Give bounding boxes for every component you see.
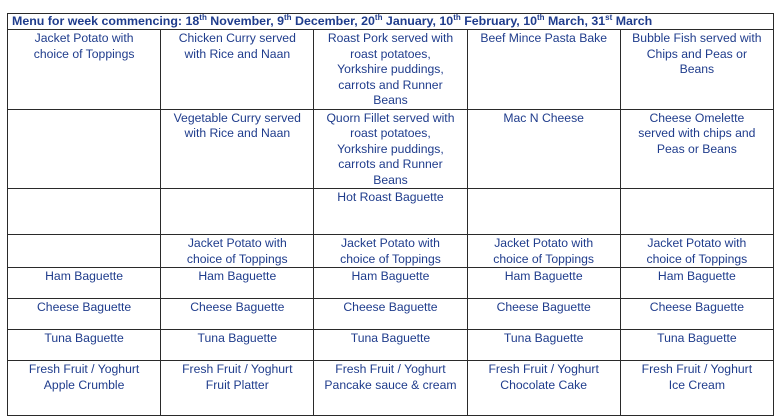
menu-item-text: Yorkshire puddings, — [337, 141, 444, 156]
menu-cell — [620, 361, 773, 416]
menu-row-hot-baguette — [8, 189, 774, 235]
menu-row-cheese-baguette — [8, 299, 774, 330]
menu-page — [7, 13, 774, 416]
menu-cell — [620, 30, 773, 110]
menu-item-text: Tuna Baguette — [44, 331, 124, 345]
menu-item-text: Beef Mince Pasta Bake — [480, 31, 607, 45]
menu-cell — [314, 235, 467, 268]
menu-item-text: Ham Baguette — [198, 269, 277, 283]
header-sup-1: th — [199, 13, 207, 22]
menu-item-text: Cheese Baguette — [496, 300, 591, 314]
menu-item-text: Roast Pork served with — [327, 31, 454, 45]
menu-cell — [8, 330, 161, 361]
header-sup-5: th — [536, 13, 545, 22]
menu-cell — [8, 268, 161, 299]
menu-cell — [314, 299, 467, 330]
header-text-1: November, 9 — [206, 14, 284, 28]
menu-item-text: Beans — [679, 62, 715, 76]
header-text-5: March, 31 — [544, 14, 606, 28]
menu-item-text: Tuna Baguette — [197, 331, 278, 345]
menu-cell — [161, 189, 314, 235]
menu-item-text: choice of Toppings — [646, 251, 748, 266]
menu-item-text: Jacket Potato with — [341, 236, 440, 250]
menu-item-text: Cheese Baguette — [37, 300, 132, 314]
menu-item-text: Fresh Fruit / Yoghurt — [28, 362, 140, 376]
menu-cell — [161, 30, 314, 110]
menu-cell — [314, 268, 467, 299]
menu-cell — [467, 330, 620, 361]
menu-item-text: Tuna Baguette — [503, 331, 584, 345]
menu-table — [7, 13, 774, 416]
menu-item-text: Chicken Curry served — [178, 31, 296, 45]
menu-item-text: Cheese Baguette — [649, 300, 744, 314]
menu-cell — [314, 189, 467, 235]
menu-item-text: Fresh Fruit / Yoghurt — [641, 362, 753, 376]
header-sup-6: st — [605, 13, 613, 22]
header-prefix: Menu for week commencing: 18 — [12, 14, 200, 28]
menu-item-text: Jacket Potato with — [647, 236, 747, 250]
menu-cell — [8, 235, 161, 268]
menu-cell — [161, 299, 314, 330]
menu-item-text: Ham Baguette — [657, 269, 736, 283]
menu-item-text: served with chips and — [638, 126, 756, 140]
menu-cell — [620, 268, 773, 299]
menu-cell — [314, 109, 467, 189]
menu-cell — [8, 189, 161, 235]
menu-header-row — [8, 14, 774, 30]
menu-cell — [8, 109, 161, 189]
header-text-3: January, 10 — [382, 14, 454, 28]
menu-item-text: Jacket Potato with — [494, 236, 594, 250]
menu-cell — [314, 30, 467, 110]
menu-header-title — [8, 14, 774, 30]
menu-item-text: roast potatoes, — [350, 46, 431, 61]
menu-cell — [620, 235, 773, 268]
menu-item-text: with Rice and Naan — [184, 46, 291, 61]
menu-item-text: Cheese Baguette — [343, 300, 438, 314]
menu-item-text: Fresh Fruit / Yoghurt — [182, 362, 293, 376]
menu-item-text: Ham Baguette — [351, 269, 430, 283]
menu-item-text: Yorkshire puddings, — [337, 62, 444, 76]
menu-item-text: choice of Toppings — [340, 251, 441, 266]
menu-item-text: carrots and Runner — [338, 77, 443, 92]
menu-cell — [161, 268, 314, 299]
menu-item-text: Jacket Potato with — [187, 236, 287, 250]
header-sup-3: th — [374, 13, 383, 22]
menu-item-text: choice of Toppings — [33, 46, 135, 61]
menu-row-tuna-baguette — [8, 330, 774, 361]
menu-item-text: Quorn Fillet served with — [326, 110, 455, 125]
menu-item-text: choice of Toppings — [493, 251, 595, 266]
menu-cell — [467, 30, 620, 110]
menu-item-text: Hot Roast Baguette — [337, 190, 444, 204]
header-text-2: December, 20 — [291, 14, 375, 28]
menu-row-main-course — [8, 30, 774, 110]
menu-row-dessert — [8, 361, 774, 416]
menu-item-text: Mac N Cheese — [503, 110, 584, 125]
menu-item-text: Peas or Beans — [656, 141, 737, 156]
menu-cell — [620, 299, 773, 330]
menu-cell — [161, 330, 314, 361]
menu-item-text: Chips and Peas or — [646, 46, 748, 61]
menu-item-text: Pancake sauce & cream — [324, 377, 457, 392]
menu-cell — [467, 361, 620, 416]
menu-cell — [8, 30, 161, 110]
menu-cell — [620, 330, 773, 361]
menu-item-text: Chocolate Cake — [500, 377, 588, 392]
menu-item-text: Apple Crumble — [43, 377, 125, 392]
menu-cell — [620, 189, 773, 235]
menu-item-text: Fruit Platter — [205, 377, 269, 392]
menu-cell — [161, 361, 314, 416]
header-sup-2: th — [284, 13, 292, 22]
menu-item-text: Cheese Omelette — [649, 110, 745, 125]
menu-item-text: Fresh Fruit / Yoghurt — [488, 362, 599, 376]
menu-cell — [467, 235, 620, 268]
menu-item-text: choice of Toppings — [186, 251, 288, 266]
menu-item-text: Ham Baguette — [45, 269, 124, 283]
menu-cell — [314, 361, 467, 416]
menu-cell — [8, 361, 161, 416]
menu-cell — [161, 235, 314, 268]
menu-item-text: Tuna Baguette — [657, 331, 737, 345]
menu-item-text: roast potatoes, — [350, 126, 431, 140]
menu-item-text: Cheese Baguette — [190, 300, 285, 314]
menu-item-text: Jacket Potato with — [34, 31, 134, 45]
menu-row-vegetarian-option — [8, 109, 774, 189]
menu-cell — [467, 299, 620, 330]
header-text-6: March — [612, 14, 653, 28]
menu-item-text: carrots and Runner — [338, 157, 443, 171]
menu-item-text: Beans — [373, 93, 408, 107]
menu-cell — [8, 299, 161, 330]
header-sup-4: th — [453, 13, 461, 22]
menu-cell — [467, 268, 620, 299]
menu-cell — [467, 189, 620, 235]
menu-item-text: Vegetable Curry served — [173, 110, 301, 125]
menu-cell — [314, 330, 467, 361]
menu-item-text: Bubble Fish served with — [632, 31, 762, 45]
menu-item-text: with Rice and Naan — [184, 126, 291, 140]
menu-item-text: Tuna Baguette — [350, 331, 431, 345]
menu-item-text: Beans — [373, 172, 408, 187]
menu-cell — [620, 109, 773, 189]
menu-row-jacket-potato — [8, 235, 774, 268]
header-text-4: February, 10 — [460, 14, 537, 28]
menu-item-text: Ham Baguette — [504, 269, 583, 283]
menu-cell — [467, 109, 620, 189]
menu-item-text: Ice Cream — [668, 377, 725, 392]
menu-row-ham-baguette — [8, 268, 774, 299]
menu-item-text: Fresh Fruit / Yoghurt — [335, 362, 446, 376]
menu-cell — [161, 109, 314, 189]
